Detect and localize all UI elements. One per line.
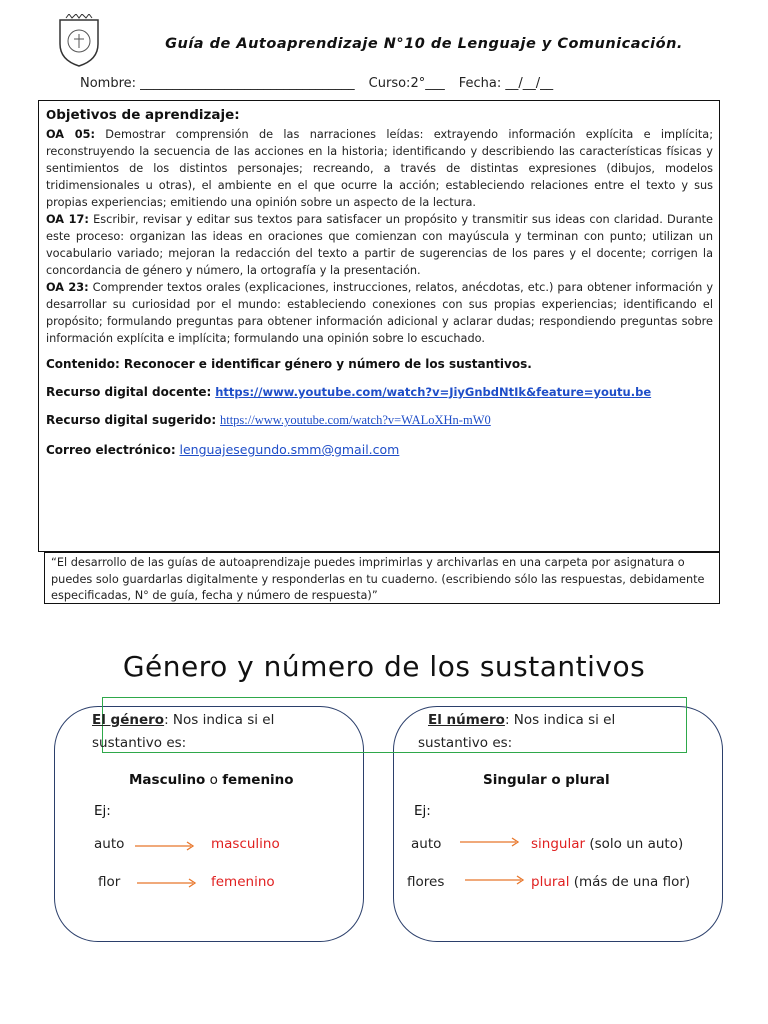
gender-example-result-2: femenino xyxy=(211,874,275,890)
gender-example-word-1: auto xyxy=(94,836,125,852)
oa17-paragraph: OA 17: Escribir, revisar y editar sus textos para satisfacer un propósito y transmitir sus ideas con claridad. Durante este proceso: organizan las ideas en oraciones que comienzan con mayúscula y terminan con punto; utilizan un vocabulario variado; mejoran la redacción del texto a partir de sugerencias de los pares y el docente; corrigen la concordancia de género y número, la ortografía y la presentación. xyxy=(46,213,713,277)
number-example-word-1: auto xyxy=(411,836,442,852)
gender-example-word-2: flor xyxy=(98,874,121,890)
course-field[interactable]: Curso:2°___ xyxy=(368,76,445,91)
teacher-resource-link[interactable]: https://www.youtube.com/watch?v=JiyGnbdNtIk&feature=youtu.be xyxy=(215,385,652,399)
number-example-label: Ej: xyxy=(414,803,431,819)
oa23-paragraph: OA 23: Comprender textos orales (explicaciones, instrucciones, relatos, anécdotas, etc.) para obtener información y desarrollar su curiosidad por el mundo: estableciendo conexiones con sus propias experiencias; identificando el propósito; formulando preguntas para obtener información adicional y aclarar dudas; respondiendo preguntas sobre información explícita e implícita; formulando una opinión sobre lo escuchado. xyxy=(46,281,713,345)
objectives-heading: Objetivos de aprendizaje: xyxy=(46,107,240,123)
oa05-paragraph: OA 05: Demostrar comprensión de las narraciones leídas: extrayendo información explícita e implícita; reconstruyendo la secuencia de las acciones en la historia; identificando y describiendo las características físicas y sentimientos de los distintos personajes; recreando, a través de distintas expresiones (dibujos, modelos tridimensionales u otras), el ambiente en el que ocurre la acción; estableciendo relaciones entre el texto y sus propias experiencias; emitiendo una opinión sobre un aspecto de la lectura. xyxy=(46,128,714,209)
number-example-word-2: flores xyxy=(407,874,445,890)
gender-term: El género xyxy=(92,712,165,728)
instructions-note: “El desarrollo de las guías de autoaprendizaje puedes imprimirlas y archivarlas en una carpeta por asignatura o puedes solo guardarlas digitalmente y responderlas en tu cuaderno. (escribiendo sólo las respuestas, debidamente especificadas, N° de guía, fecha y número de respuesta)” xyxy=(44,552,720,604)
gender-options: Masculino o femenino xyxy=(129,772,294,788)
number-options: Singular o plural xyxy=(483,772,610,788)
gender-example-result-1: masculino xyxy=(211,836,280,852)
suggested-resource: Recurso digital sugerido: https://www.youtube.com/watch?v=WALoXHn-mW0 xyxy=(46,413,491,427)
gender-example-label: Ej: xyxy=(94,803,111,819)
date-field[interactable]: Fecha: __/__/__ xyxy=(458,76,554,91)
objectives-box xyxy=(38,100,720,552)
email-link[interactable]: lenguajesegundo.smm@gmail.com xyxy=(179,442,400,457)
arrow-icon xyxy=(460,836,522,848)
number-example-result-1: singular (solo un auto) xyxy=(531,836,684,852)
content-line: Contenido: Reconocer e identificar género y número de los sustantivos. xyxy=(46,357,532,371)
number-term: El número xyxy=(428,712,505,728)
gender-definition: El género: Nos indica si el sustantivo es: xyxy=(92,712,275,751)
number-example-result-2: plural (más de una flor) xyxy=(531,874,691,890)
teacher-resource: Recurso digital docente: https://www.youtube.com/watch?v=JiyGnbdNtIk&feature=youtu.be xyxy=(46,385,652,399)
name-field[interactable]: Nombre: _________________________________ xyxy=(80,76,355,91)
suggested-resource-link[interactable]: https://www.youtube.com/watch?v=WALoXHn-mW0 xyxy=(219,413,491,427)
guide-title: Guía de Autoaprendizaje N°10 de Lenguaje y Comunicación. xyxy=(165,36,683,52)
main-title: Género y número de los sustantivos xyxy=(122,650,646,683)
arrow-icon xyxy=(135,840,197,852)
arrow-icon xyxy=(137,877,199,889)
student-fields xyxy=(80,76,567,91)
arrow-icon xyxy=(465,874,527,886)
number-definition: El número: Nos indica si el sustantivo es: xyxy=(418,712,616,751)
email-line: Correo electrónico: lenguajesegundo.smm@gmail.com xyxy=(46,442,400,457)
